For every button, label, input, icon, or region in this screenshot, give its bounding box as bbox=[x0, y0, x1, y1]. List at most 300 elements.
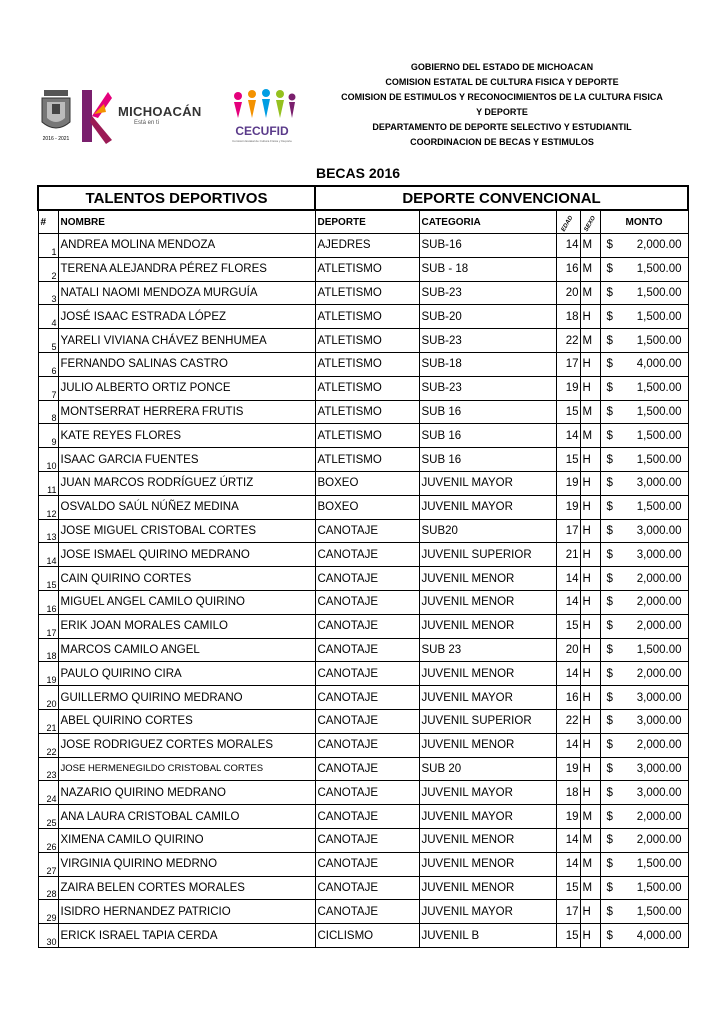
row-monto bbox=[600, 376, 688, 400]
table-row bbox=[38, 828, 688, 852]
row-deporte: CANOTAJE bbox=[315, 686, 419, 710]
amount-value: 3,000.00 bbox=[636, 786, 682, 799]
row-monto bbox=[600, 733, 688, 757]
row-deporte: ATLETISMO bbox=[315, 329, 419, 353]
row-number: 18 bbox=[38, 638, 58, 662]
currency-symbol: $ bbox=[606, 620, 613, 633]
amount-value: 2,000.00 bbox=[636, 739, 682, 752]
row-number: 3 bbox=[38, 281, 58, 305]
header-line: DEPARTAMENTO DE DEPORTE SELECTIVO Y ESTUDIANTIL bbox=[372, 122, 632, 132]
table-row bbox=[38, 876, 688, 900]
row-categoria: SUB-23 bbox=[419, 376, 556, 400]
row-monto bbox=[600, 828, 688, 852]
row-categoria: SUB 16 bbox=[419, 424, 556, 448]
row-sexo: M bbox=[580, 257, 600, 281]
row-nombre: KATE REYES FLORES bbox=[58, 424, 315, 448]
row-sexo: M bbox=[580, 852, 600, 876]
table-row bbox=[38, 733, 688, 757]
amount-value: 4,000.00 bbox=[636, 929, 682, 942]
amount-value: 3,000.00 bbox=[636, 762, 682, 775]
row-sexo: M bbox=[580, 329, 600, 353]
row-number: 1 bbox=[38, 234, 58, 258]
col-nombre-header: NOMBRE bbox=[58, 210, 315, 234]
row-number: 16 bbox=[38, 590, 58, 614]
row-nombre: MARCOS CAMILO ANGEL bbox=[58, 638, 315, 662]
cecufid-subtitle: Comisión Estatal de Cultura Física y Deporte bbox=[232, 139, 292, 143]
row-sexo: H bbox=[580, 686, 600, 710]
row-categoria: SUB 16 bbox=[419, 400, 556, 424]
table-row bbox=[38, 662, 688, 686]
row-nombre: JOSE HERMENEGILDO CRISTOBAL CORTES bbox=[58, 757, 315, 781]
row-nombre: FERNANDO SALINAS CASTRO bbox=[58, 352, 315, 376]
row-sexo: H bbox=[580, 352, 600, 376]
row-deporte: ATLETISMO bbox=[315, 448, 419, 472]
row-nombre: YARELI VIVIANA CHÁVEZ BENHUMEA bbox=[58, 329, 315, 353]
row-deporte: CANOTAJE bbox=[315, 781, 419, 805]
row-nombre: JOSE RODRIGUEZ CORTES MORALES bbox=[58, 733, 315, 757]
row-deporte: ATLETISMO bbox=[315, 424, 419, 448]
row-edad: 14 bbox=[556, 424, 580, 448]
row-sexo: H bbox=[580, 781, 600, 805]
row-deporte: CANOTAJE bbox=[315, 757, 419, 781]
currency-symbol: $ bbox=[606, 358, 613, 371]
table-row bbox=[38, 448, 688, 472]
table-row bbox=[38, 567, 688, 591]
row-sexo: H bbox=[580, 662, 600, 686]
table-row bbox=[38, 709, 688, 733]
row-sexo: H bbox=[580, 519, 600, 543]
amount-value: 3,000.00 bbox=[636, 477, 682, 490]
row-sexo: H bbox=[580, 757, 600, 781]
cecufid-wordmark: CECUFID bbox=[235, 124, 289, 138]
currency-symbol: $ bbox=[606, 691, 613, 704]
row-categoria: SUB-16 bbox=[419, 234, 556, 258]
row-sexo: H bbox=[580, 448, 600, 472]
row-edad: 14 bbox=[556, 828, 580, 852]
row-nombre: JOSE MIGUEL CRISTOBAL CORTES bbox=[58, 519, 315, 543]
row-categoria: JUVENIL MENOR bbox=[419, 567, 556, 591]
row-nombre: ZAIRA BELEN CORTES MORALES bbox=[58, 876, 315, 900]
row-edad: 22 bbox=[556, 329, 580, 353]
currency-symbol: $ bbox=[606, 239, 613, 252]
row-deporte: CANOTAJE bbox=[315, 709, 419, 733]
row-sexo: H bbox=[580, 733, 600, 757]
table-row bbox=[38, 590, 688, 614]
row-number: 9 bbox=[38, 424, 58, 448]
row-number: 25 bbox=[38, 805, 58, 829]
row-edad: 15 bbox=[556, 448, 580, 472]
row-edad: 14 bbox=[556, 234, 580, 258]
row-monto bbox=[600, 686, 688, 710]
currency-symbol: $ bbox=[606, 762, 613, 775]
row-deporte: CANOTAJE bbox=[315, 662, 419, 686]
row-categoria: SUB 16 bbox=[419, 448, 556, 472]
document-title: BECAS 2016 bbox=[315, 165, 401, 181]
row-nombre: ERIK JOAN MORALES CAMILO bbox=[58, 614, 315, 638]
michoacan-wordmark: MICHOACÁN bbox=[118, 104, 202, 119]
row-deporte: BOXEO bbox=[315, 495, 419, 519]
row-nombre: MONTSERRAT HERRERA FRUTIS bbox=[58, 400, 315, 424]
row-edad: 21 bbox=[556, 543, 580, 567]
row-monto bbox=[600, 352, 688, 376]
row-deporte: CANOTAJE bbox=[315, 638, 419, 662]
row-edad: 19 bbox=[556, 757, 580, 781]
row-number: 10 bbox=[38, 448, 58, 472]
row-edad: 15 bbox=[556, 924, 580, 948]
row-monto bbox=[600, 638, 688, 662]
row-sexo: H bbox=[580, 709, 600, 733]
col-deporte-header: DEPORTE bbox=[315, 210, 419, 234]
row-nombre: JOSÉ ISAAC ESTRADA LÓPEZ bbox=[58, 305, 315, 329]
row-nombre: ABEL QUIRINO CORTES bbox=[58, 709, 315, 733]
row-sexo: H bbox=[580, 471, 600, 495]
amount-value: 1,500.00 bbox=[636, 382, 682, 395]
currency-symbol: $ bbox=[606, 596, 613, 609]
table-row bbox=[38, 757, 688, 781]
row-sexo: H bbox=[580, 900, 600, 924]
row-number: 11 bbox=[38, 471, 58, 495]
row-edad: 15 bbox=[556, 400, 580, 424]
amount-value: 2,000.00 bbox=[636, 834, 682, 847]
row-sexo: M bbox=[580, 424, 600, 448]
column-header-row bbox=[38, 210, 688, 234]
table-row bbox=[38, 329, 688, 353]
currency-symbol: $ bbox=[606, 310, 613, 323]
header-line: COMISION DE ESTIMULOS Y RECONOCIMIENTOS DE LA CULTURA FISICA bbox=[341, 92, 663, 102]
row-sexo: M bbox=[580, 876, 600, 900]
table-row bbox=[38, 686, 688, 710]
row-number: 15 bbox=[38, 567, 58, 591]
row-monto bbox=[600, 900, 688, 924]
row-categoria: JUVENIL MAYOR bbox=[419, 471, 556, 495]
row-deporte: ATLETISMO bbox=[315, 376, 419, 400]
amount-value: 1,500.00 bbox=[636, 881, 682, 894]
row-deporte: CANOTAJE bbox=[315, 828, 419, 852]
table-row bbox=[38, 424, 688, 448]
amount-value: 2,000.00 bbox=[636, 620, 682, 633]
table-row bbox=[38, 638, 688, 662]
row-edad: 14 bbox=[556, 852, 580, 876]
row-deporte: CANOTAJE bbox=[315, 519, 419, 543]
row-edad: 15 bbox=[556, 876, 580, 900]
row-sexo: H bbox=[580, 567, 600, 591]
row-sexo: M bbox=[580, 828, 600, 852]
row-deporte: CANOTAJE bbox=[315, 590, 419, 614]
row-monto bbox=[600, 329, 688, 353]
col-edad-label: EDAD bbox=[561, 214, 575, 233]
table-row bbox=[38, 400, 688, 424]
amount-value: 1,500.00 bbox=[636, 429, 682, 442]
row-sexo: H bbox=[580, 924, 600, 948]
row-edad: 14 bbox=[556, 590, 580, 614]
group-left-label: TALENTOS DEPORTIVOS bbox=[38, 186, 315, 210]
row-deporte: ATLETISMO bbox=[315, 400, 419, 424]
amount-value: 3,000.00 bbox=[636, 715, 682, 728]
currency-symbol: $ bbox=[606, 858, 613, 871]
col-edad-header bbox=[556, 210, 580, 234]
row-sexo: M bbox=[580, 805, 600, 829]
row-deporte: BOXEO bbox=[315, 471, 419, 495]
row-edad: 19 bbox=[556, 471, 580, 495]
row-nombre: NAZARIO QUIRINO MEDRANO bbox=[58, 781, 315, 805]
table-row bbox=[38, 924, 688, 948]
row-number: 17 bbox=[38, 614, 58, 638]
currency-symbol: $ bbox=[606, 810, 613, 823]
row-number: 2 bbox=[38, 257, 58, 281]
row-categoria: JUVENIL MENOR bbox=[419, 828, 556, 852]
amount-value: 1,500.00 bbox=[636, 405, 682, 418]
row-monto bbox=[600, 495, 688, 519]
row-deporte: CANOTAJE bbox=[315, 614, 419, 638]
row-edad: 17 bbox=[556, 352, 580, 376]
row-edad: 20 bbox=[556, 281, 580, 305]
michoacan-k-logo-icon bbox=[78, 86, 114, 146]
header-line: Y DEPORTE bbox=[476, 107, 528, 117]
currency-symbol: $ bbox=[606, 881, 613, 894]
row-monto bbox=[600, 757, 688, 781]
row-deporte: CANOTAJE bbox=[315, 900, 419, 924]
row-categoria: JUVENIL MENOR bbox=[419, 852, 556, 876]
amount-value: 2,000.00 bbox=[636, 596, 682, 609]
row-categoria: JUVENIL SUPERIOR bbox=[419, 543, 556, 567]
row-nombre: CAIN QUIRINO CORTES bbox=[58, 567, 315, 591]
currency-symbol: $ bbox=[606, 405, 613, 418]
table-row bbox=[38, 543, 688, 567]
col-sexo-label: SEXO bbox=[583, 214, 597, 233]
amount-value: 1,500.00 bbox=[636, 643, 682, 656]
col-categoria-header: CATEGORIA bbox=[419, 210, 556, 234]
row-categoria: JUVENIL MAYOR bbox=[419, 686, 556, 710]
table-row bbox=[38, 781, 688, 805]
row-edad: 17 bbox=[556, 900, 580, 924]
currency-symbol: $ bbox=[606, 286, 613, 299]
row-edad: 19 bbox=[556, 376, 580, 400]
currency-symbol: $ bbox=[606, 548, 613, 561]
col-monto-header: MONTO bbox=[600, 210, 688, 234]
row-nombre: OSVALDO SAÚL NÚÑEZ MEDINA bbox=[58, 495, 315, 519]
table-row bbox=[38, 519, 688, 543]
row-categoria: JUVENIL MENOR bbox=[419, 590, 556, 614]
row-nombre: ANDREA MOLINA MENDOZA bbox=[58, 234, 315, 258]
currency-symbol: $ bbox=[606, 667, 613, 680]
row-categoria: SUB-20 bbox=[419, 305, 556, 329]
table-row bbox=[38, 852, 688, 876]
row-edad: 14 bbox=[556, 733, 580, 757]
row-categoria: SUB 23 bbox=[419, 638, 556, 662]
amount-value: 1,500.00 bbox=[636, 334, 682, 347]
currency-symbol: $ bbox=[606, 477, 613, 490]
amount-value: 3,000.00 bbox=[636, 691, 682, 704]
row-monto bbox=[600, 519, 688, 543]
row-categoria: JUVENIL MAYOR bbox=[419, 805, 556, 829]
amount-value: 4,000.00 bbox=[636, 358, 682, 371]
row-deporte: CANOTAJE bbox=[315, 805, 419, 829]
row-number: 12 bbox=[38, 495, 58, 519]
table-row bbox=[38, 471, 688, 495]
row-edad: 19 bbox=[556, 495, 580, 519]
row-nombre: ANA LAURA CRISTOBAL CAMILO bbox=[58, 805, 315, 829]
currency-symbol: $ bbox=[606, 786, 613, 799]
currency-symbol: $ bbox=[606, 834, 613, 847]
currency-symbol: $ bbox=[606, 524, 613, 537]
row-categoria: SUB - 18 bbox=[419, 257, 556, 281]
row-categoria: JUVENIL MAYOR bbox=[419, 495, 556, 519]
amount-value: 1,500.00 bbox=[636, 905, 682, 918]
row-categoria: JUVENIL MENOR bbox=[419, 876, 556, 900]
row-monto bbox=[600, 234, 688, 258]
row-number: 5 bbox=[38, 329, 58, 353]
row-edad: 14 bbox=[556, 567, 580, 591]
header-line: COORDINACION DE BECAS Y ESTIMULOS bbox=[410, 137, 594, 147]
row-monto bbox=[600, 305, 688, 329]
amount-value: 2,000.00 bbox=[636, 572, 682, 585]
amount-value: 1,500.00 bbox=[636, 501, 682, 514]
row-nombre: ERICK ISRAEL TAPIA CERDA bbox=[58, 924, 315, 948]
row-number: 29 bbox=[38, 900, 58, 924]
table-row bbox=[38, 376, 688, 400]
row-edad: 14 bbox=[556, 662, 580, 686]
row-number: 19 bbox=[38, 662, 58, 686]
row-edad: 17 bbox=[556, 519, 580, 543]
row-deporte: ATLETISMO bbox=[315, 305, 419, 329]
amount-value: 1,500.00 bbox=[636, 858, 682, 871]
row-monto bbox=[600, 543, 688, 567]
amount-value: 1,500.00 bbox=[636, 310, 682, 323]
row-deporte: CANOTAJE bbox=[315, 876, 419, 900]
group-right-label: DEPORTE CONVENCIONAL bbox=[315, 186, 688, 210]
row-categoria: SUB-23 bbox=[419, 329, 556, 353]
institution-header bbox=[330, 60, 674, 150]
row-sexo: H bbox=[580, 614, 600, 638]
row-categoria: JUVENIL SUPERIOR bbox=[419, 709, 556, 733]
row-edad: 22 bbox=[556, 709, 580, 733]
row-nombre: JOSE ISMAEL QUIRINO MEDRANO bbox=[58, 543, 315, 567]
currency-symbol: $ bbox=[606, 453, 613, 466]
amount-value: 3,000.00 bbox=[636, 524, 682, 537]
table-row bbox=[38, 234, 688, 258]
row-nombre: ISIDRO HERNANDEZ PATRICIO bbox=[58, 900, 315, 924]
row-sexo: M bbox=[580, 234, 600, 258]
row-monto bbox=[600, 781, 688, 805]
seal-year: 2016 - 2021 bbox=[42, 136, 70, 142]
row-number: 23 bbox=[38, 757, 58, 781]
row-number: 4 bbox=[38, 305, 58, 329]
row-deporte: CANOTAJE bbox=[315, 543, 419, 567]
row-monto bbox=[600, 281, 688, 305]
currency-symbol: $ bbox=[606, 429, 613, 442]
row-monto bbox=[600, 662, 688, 686]
currency-symbol: $ bbox=[606, 643, 613, 656]
row-number: 28 bbox=[38, 876, 58, 900]
row-number: 30 bbox=[38, 924, 58, 948]
row-number: 13 bbox=[38, 519, 58, 543]
row-monto bbox=[600, 257, 688, 281]
row-edad: 20 bbox=[556, 638, 580, 662]
amount-value: 2,000.00 bbox=[636, 239, 682, 252]
row-number: 8 bbox=[38, 400, 58, 424]
amount-value: 2,000.00 bbox=[636, 667, 682, 680]
row-deporte: ATLETISMO bbox=[315, 257, 419, 281]
header-line: GOBIERNO DEL ESTADO DE MICHOACAN bbox=[410, 62, 594, 72]
row-monto bbox=[600, 400, 688, 424]
table-row bbox=[38, 495, 688, 519]
amount-value: 1,500.00 bbox=[636, 263, 682, 276]
amount-value: 1,500.00 bbox=[636, 453, 682, 466]
currency-symbol: $ bbox=[606, 263, 613, 276]
row-number: 6 bbox=[38, 352, 58, 376]
logos-area bbox=[38, 84, 318, 150]
row-sexo: H bbox=[580, 590, 600, 614]
row-monto bbox=[600, 448, 688, 472]
table-row bbox=[38, 805, 688, 829]
row-nombre: GUILLERMO QUIRINO MEDRANO bbox=[58, 686, 315, 710]
row-monto bbox=[600, 805, 688, 829]
row-monto bbox=[600, 852, 688, 876]
row-edad: 16 bbox=[556, 686, 580, 710]
row-categoria: SUB-18 bbox=[419, 352, 556, 376]
row-number: 21 bbox=[38, 709, 58, 733]
row-monto bbox=[600, 614, 688, 638]
col-num-header: # bbox=[38, 210, 58, 234]
currency-symbol: $ bbox=[606, 382, 613, 395]
row-nombre: TERENA ALEJANDRA PÉREZ FLORES bbox=[58, 257, 315, 281]
michoacan-tagline: Está en ti bbox=[134, 120, 160, 126]
currency-symbol: $ bbox=[606, 929, 613, 942]
amount-value: 1,500.00 bbox=[636, 286, 682, 299]
col-sexo-header bbox=[580, 210, 600, 234]
row-nombre: XIMENA CAMILO QUIRINO bbox=[58, 828, 315, 852]
row-deporte: ATLETISMO bbox=[315, 281, 419, 305]
group-header-row bbox=[38, 186, 688, 210]
row-number: 24 bbox=[38, 781, 58, 805]
row-number: 26 bbox=[38, 828, 58, 852]
table-row bbox=[38, 352, 688, 376]
row-nombre: PAULO QUIRINO CIRA bbox=[58, 662, 315, 686]
row-monto bbox=[600, 876, 688, 900]
table-row bbox=[38, 281, 688, 305]
currency-symbol: $ bbox=[606, 334, 613, 347]
row-categoria: SUB20 bbox=[419, 519, 556, 543]
currency-symbol: $ bbox=[606, 572, 613, 585]
row-sexo: H bbox=[580, 543, 600, 567]
row-nombre: JULIO ALBERTO ORTIZ PONCE bbox=[58, 376, 315, 400]
row-sexo: H bbox=[580, 495, 600, 519]
row-categoria: JUVENIL MAYOR bbox=[419, 781, 556, 805]
row-sexo: M bbox=[580, 281, 600, 305]
row-number: 20 bbox=[38, 686, 58, 710]
row-monto bbox=[600, 567, 688, 591]
header-line: COMISION ESTATAL DE CULTURA FISICA Y DEPORTE bbox=[385, 77, 619, 87]
row-nombre: JUAN MARCOS RODRÍGUEZ ÚRTIZ bbox=[58, 471, 315, 495]
table-row bbox=[38, 614, 688, 638]
row-deporte: ATLETISMO bbox=[315, 352, 419, 376]
row-categoria: JUVENIL MENOR bbox=[419, 614, 556, 638]
row-edad: 15 bbox=[556, 614, 580, 638]
row-edad: 16 bbox=[556, 257, 580, 281]
row-categoria: JUVENIL MENOR bbox=[419, 733, 556, 757]
table-row bbox=[38, 257, 688, 281]
row-nombre: MIGUEL ANGEL CAMILO QUIRINO bbox=[58, 590, 315, 614]
row-number: 14 bbox=[38, 543, 58, 567]
row-monto bbox=[600, 924, 688, 948]
table-row bbox=[38, 305, 688, 329]
row-categoria: JUVENIL B bbox=[419, 924, 556, 948]
currency-symbol: $ bbox=[606, 905, 613, 918]
row-nombre: NATALI NAOMI MENDOZA MURGUÍA bbox=[58, 281, 315, 305]
row-monto bbox=[600, 424, 688, 448]
row-nombre: VIRGINIA QUIRINO MEDRNO bbox=[58, 852, 315, 876]
row-edad: 18 bbox=[556, 781, 580, 805]
